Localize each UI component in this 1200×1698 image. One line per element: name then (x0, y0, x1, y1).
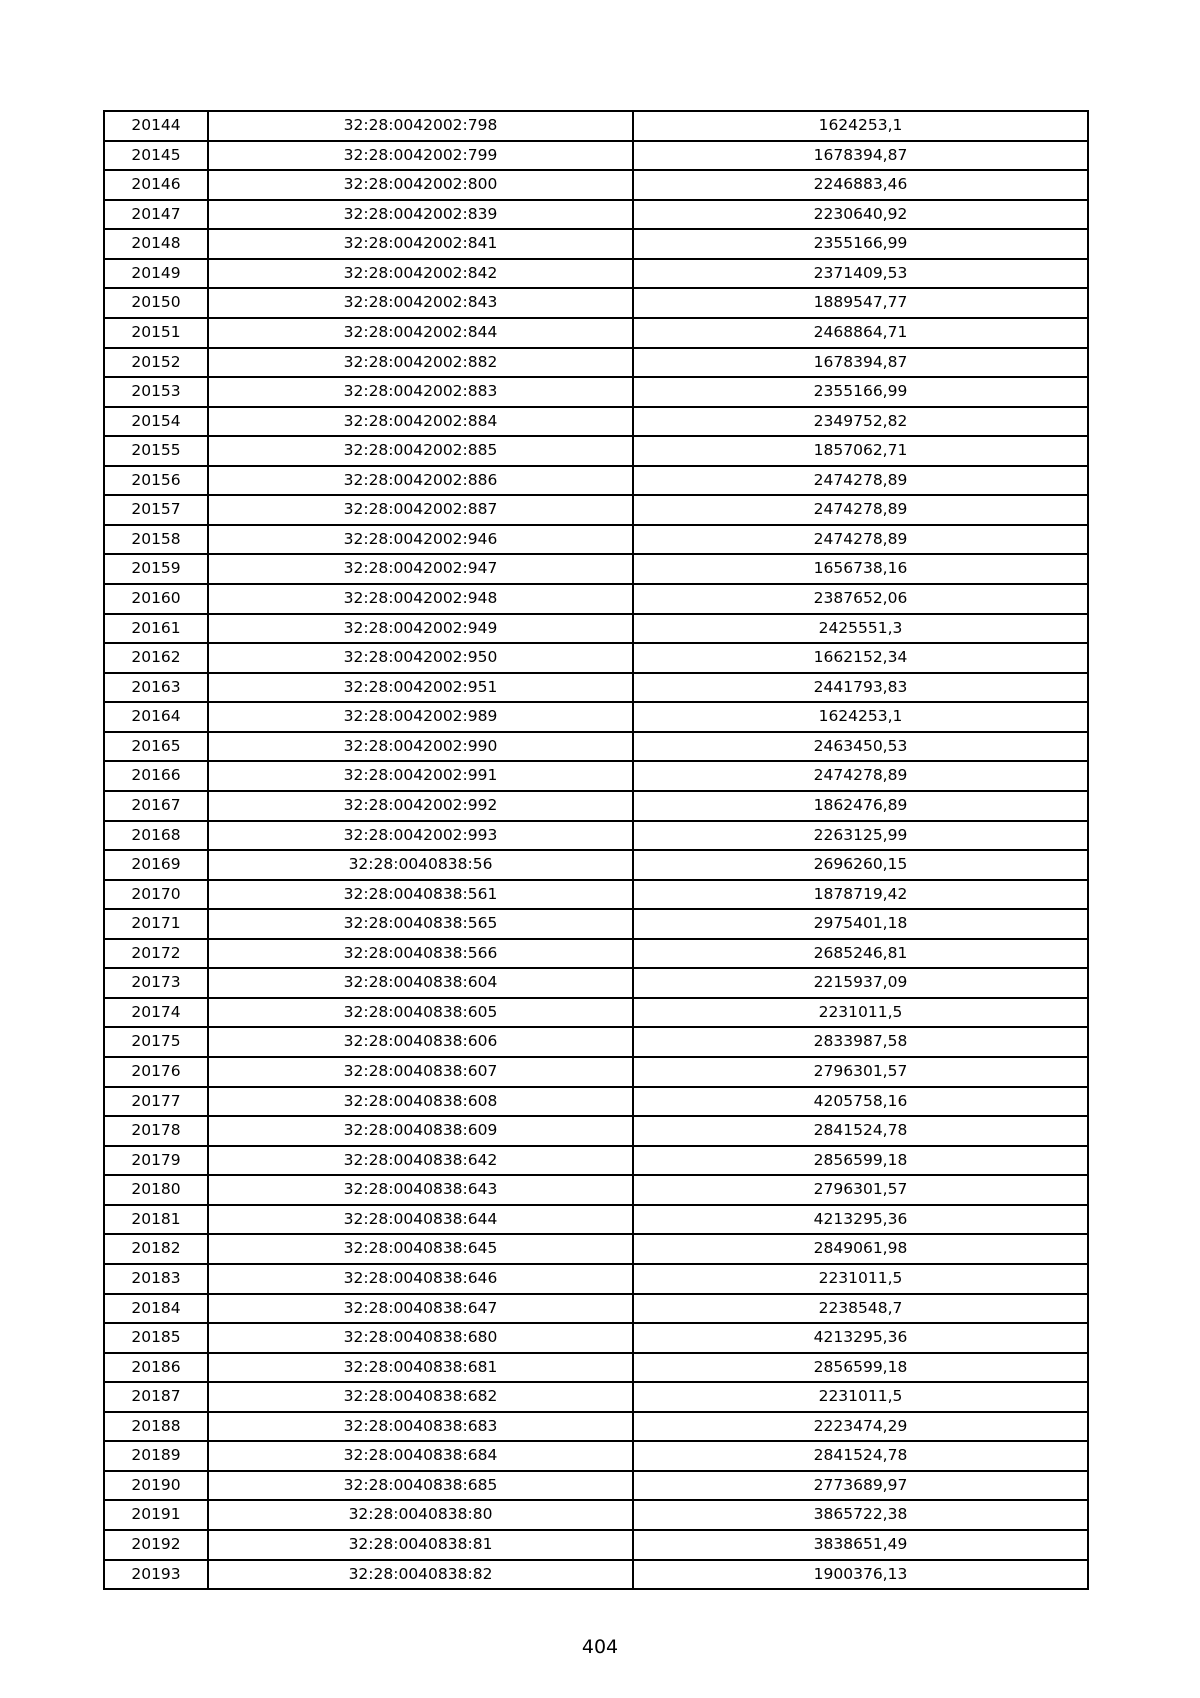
cadastral-value-cell: 2841524,78 (633, 1116, 1088, 1146)
cadastral-number-cell: 32:28:0042002:843 (208, 288, 633, 318)
cadastral-value-cell: 2231011,5 (633, 998, 1088, 1028)
row-number-cell: 20191 (104, 1500, 208, 1530)
cadastral-number-cell: 32:28:0042002:992 (208, 791, 633, 821)
table-row (104, 761, 1088, 791)
row-number-cell: 20189 (104, 1441, 208, 1471)
row-number-cell: 20147 (104, 200, 208, 230)
table-row (104, 1412, 1088, 1442)
cadastral-value-cell: 1862476,89 (633, 791, 1088, 821)
cadastral-value-cell: 2387652,06 (633, 584, 1088, 614)
row-number-cell: 20178 (104, 1116, 208, 1146)
cadastral-number-cell: 32:28:0042002:993 (208, 821, 633, 851)
cadastral-value-cell: 1878719,42 (633, 880, 1088, 910)
row-number-cell: 20177 (104, 1087, 208, 1117)
cadastral-number-cell: 32:28:0042002:885 (208, 436, 633, 466)
table-row (104, 909, 1088, 939)
cadastral-number-cell: 32:28:0040838:642 (208, 1146, 633, 1176)
cadastral-value-cell: 2231011,5 (633, 1382, 1088, 1412)
cadastral-number-cell: 32:28:0042002:989 (208, 702, 633, 732)
table-row (104, 821, 1088, 851)
table-row (104, 1205, 1088, 1235)
row-number-cell: 20170 (104, 880, 208, 910)
table-row (104, 1471, 1088, 1501)
cadastral-number-cell: 32:28:0042002:886 (208, 466, 633, 496)
cadastral-value-cell: 2796301,57 (633, 1057, 1088, 1087)
cadastral-value-cell: 1857062,71 (633, 436, 1088, 466)
cadastral-value-table (103, 110, 1089, 1590)
cadastral-value-cell: 2685246,81 (633, 939, 1088, 969)
cadastral-number-cell: 32:28:0040838:643 (208, 1175, 633, 1205)
row-number-cell: 20183 (104, 1264, 208, 1294)
cadastral-number-cell: 32:28:0040838:644 (208, 1205, 633, 1235)
table-row (104, 1294, 1088, 1324)
table-row (104, 968, 1088, 998)
row-number-cell: 20173 (104, 968, 208, 998)
table-row (104, 348, 1088, 378)
cadastral-number-cell: 32:28:0040838:566 (208, 939, 633, 969)
table-row (104, 1116, 1088, 1146)
row-number-cell: 20181 (104, 1205, 208, 1235)
table-row (104, 554, 1088, 584)
table-row (104, 880, 1088, 910)
cadastral-value-cell: 2474278,89 (633, 525, 1088, 555)
cadastral-number-cell: 32:28:0042002:839 (208, 200, 633, 230)
row-number-cell: 20144 (104, 111, 208, 141)
table-row (104, 288, 1088, 318)
table-row (104, 939, 1088, 969)
cadastral-number-cell: 32:28:0042002:947 (208, 554, 633, 584)
row-number-cell: 20162 (104, 643, 208, 673)
cadastral-number-cell: 32:28:0040838:56 (208, 850, 633, 880)
row-number-cell: 20167 (104, 791, 208, 821)
row-number-cell: 20159 (104, 554, 208, 584)
cadastral-value-cell: 1678394,87 (633, 141, 1088, 171)
table-row (104, 614, 1088, 644)
table-row (104, 673, 1088, 703)
row-number-cell: 20186 (104, 1353, 208, 1383)
cadastral-number-cell: 32:28:0042002:948 (208, 584, 633, 614)
table-body (104, 111, 1088, 1589)
cadastral-number-cell: 32:28:0040838:645 (208, 1234, 633, 1264)
table-row (104, 141, 1088, 171)
table-row (104, 229, 1088, 259)
table-row (104, 1382, 1088, 1412)
cadastral-number-cell: 32:28:0042002:991 (208, 761, 633, 791)
cadastral-number-cell: 32:28:0040838:681 (208, 1353, 633, 1383)
row-number-cell: 20161 (104, 614, 208, 644)
table-row (104, 1441, 1088, 1471)
cadastral-value-cell: 3865722,38 (633, 1500, 1088, 1530)
cadastral-number-cell: 32:28:0042002:798 (208, 111, 633, 141)
cadastral-number-cell: 32:28:0042002:844 (208, 318, 633, 348)
row-number-cell: 20188 (104, 1412, 208, 1442)
row-number-cell: 20160 (104, 584, 208, 614)
cadastral-value-cell: 1900376,13 (633, 1560, 1088, 1590)
row-number-cell: 20179 (104, 1146, 208, 1176)
row-number-cell: 20190 (104, 1471, 208, 1501)
table-row (104, 259, 1088, 289)
cadastral-value-cell: 2796301,57 (633, 1175, 1088, 1205)
row-number-cell: 20155 (104, 436, 208, 466)
row-number-cell: 20150 (104, 288, 208, 318)
cadastral-number-cell: 32:28:0042002:842 (208, 259, 633, 289)
row-number-cell: 20154 (104, 407, 208, 437)
cadastral-number-cell: 32:28:0040838:683 (208, 1412, 633, 1442)
table-row (104, 525, 1088, 555)
cadastral-number-cell: 32:28:0042002:950 (208, 643, 633, 673)
cadastral-value-cell: 2463450,53 (633, 732, 1088, 762)
table-row (104, 702, 1088, 732)
row-number-cell: 20149 (104, 259, 208, 289)
cadastral-number-cell: 32:28:0040838:561 (208, 880, 633, 910)
cadastral-number-cell: 32:28:0042002:883 (208, 377, 633, 407)
table-row (104, 850, 1088, 880)
cadastral-number-cell: 32:28:0042002:882 (208, 348, 633, 378)
table-row (104, 1146, 1088, 1176)
cadastral-value-cell: 2223474,29 (633, 1412, 1088, 1442)
cadastral-value-cell: 1656738,16 (633, 554, 1088, 584)
table-row (104, 791, 1088, 821)
cadastral-number-cell: 32:28:0040838:647 (208, 1294, 633, 1324)
cadastral-value-cell: 2833987,58 (633, 1027, 1088, 1057)
table-row (104, 998, 1088, 1028)
row-number-cell: 20163 (104, 673, 208, 703)
row-number-cell: 20151 (104, 318, 208, 348)
cadastral-value-cell: 2474278,89 (633, 495, 1088, 525)
cadastral-number-cell: 32:28:0040838:565 (208, 909, 633, 939)
table-row (104, 584, 1088, 614)
row-number-cell: 20153 (104, 377, 208, 407)
cadastral-number-cell: 32:28:0040838:609 (208, 1116, 633, 1146)
table-row (104, 170, 1088, 200)
page-number: 404 (581, 1636, 619, 1658)
cadastral-value-cell: 2231011,5 (633, 1264, 1088, 1294)
table-row (104, 1264, 1088, 1294)
row-number-cell: 20185 (104, 1323, 208, 1353)
table-row (104, 318, 1088, 348)
cadastral-value-cell: 2371409,53 (633, 259, 1088, 289)
cadastral-number-cell: 32:28:0040838:606 (208, 1027, 633, 1057)
table-row (104, 1560, 1088, 1590)
table-row (104, 1530, 1088, 1560)
cadastral-number-cell: 32:28:0040838:607 (208, 1057, 633, 1087)
table-row (104, 732, 1088, 762)
cadastral-value-cell: 2474278,89 (633, 761, 1088, 791)
cadastral-number-cell: 32:28:0040838:680 (208, 1323, 633, 1353)
cadastral-value-cell: 2856599,18 (633, 1146, 1088, 1176)
row-number-cell: 20187 (104, 1382, 208, 1412)
cadastral-number-cell: 32:28:0042002:946 (208, 525, 633, 555)
cadastral-value-cell: 2238548,7 (633, 1294, 1088, 1324)
row-number-cell: 20165 (104, 732, 208, 762)
cadastral-value-cell: 2849061,98 (633, 1234, 1088, 1264)
table-row (104, 1323, 1088, 1353)
cadastral-number-cell: 32:28:0040838:646 (208, 1264, 633, 1294)
table-row (104, 1057, 1088, 1087)
cadastral-value-cell: 2975401,18 (633, 909, 1088, 939)
row-number-cell: 20182 (104, 1234, 208, 1264)
table-row (104, 466, 1088, 496)
cadastral-value-cell: 4213295,36 (633, 1323, 1088, 1353)
cadastral-number-cell: 32:28:0042002:841 (208, 229, 633, 259)
table-row (104, 1353, 1088, 1383)
cadastral-number-cell: 32:28:0042002:799 (208, 141, 633, 171)
cadastral-number-cell: 32:28:0042002:800 (208, 170, 633, 200)
table-row (104, 1234, 1088, 1264)
table-row (104, 377, 1088, 407)
row-number-cell: 20171 (104, 909, 208, 939)
cadastral-value-cell: 2355166,99 (633, 377, 1088, 407)
cadastral-value-cell: 2856599,18 (633, 1353, 1088, 1383)
cadastral-value-cell: 4213295,36 (633, 1205, 1088, 1235)
cadastral-number-cell: 32:28:0040838:685 (208, 1471, 633, 1501)
cadastral-number-cell: 32:28:0040838:80 (208, 1500, 633, 1530)
row-number-cell: 20172 (104, 939, 208, 969)
cadastral-number-cell: 32:28:0040838:81 (208, 1530, 633, 1560)
cadastral-number-cell: 32:28:0042002:949 (208, 614, 633, 644)
row-number-cell: 20157 (104, 495, 208, 525)
table-row (104, 643, 1088, 673)
row-number-cell: 20169 (104, 850, 208, 880)
cadastral-number-cell: 32:28:0040838:604 (208, 968, 633, 998)
row-number-cell: 20168 (104, 821, 208, 851)
cadastral-value-cell: 2696260,15 (633, 850, 1088, 880)
row-number-cell: 20176 (104, 1057, 208, 1087)
cadastral-value-cell: 1624253,1 (633, 702, 1088, 732)
cadastral-value-cell: 2246883,46 (633, 170, 1088, 200)
cadastral-number-cell: 32:28:0040838:684 (208, 1441, 633, 1471)
row-number-cell: 20193 (104, 1560, 208, 1590)
cadastral-number-cell: 32:28:0040838:82 (208, 1560, 633, 1590)
row-number-cell: 20152 (104, 348, 208, 378)
table-row (104, 1027, 1088, 1057)
cadastral-number-cell: 32:28:0040838:682 (208, 1382, 633, 1412)
row-number-cell: 20145 (104, 141, 208, 171)
row-number-cell: 20156 (104, 466, 208, 496)
row-number-cell: 20180 (104, 1175, 208, 1205)
table-row (104, 1087, 1088, 1117)
table-row (104, 111, 1088, 141)
cadastral-value-cell: 3838651,49 (633, 1530, 1088, 1560)
cadastral-value-cell: 2263125,99 (633, 821, 1088, 851)
table-row (104, 436, 1088, 466)
cadastral-value-cell: 2773689,97 (633, 1471, 1088, 1501)
row-number-cell: 20184 (104, 1294, 208, 1324)
cadastral-value-cell: 2441793,83 (633, 673, 1088, 703)
table-row (104, 495, 1088, 525)
cadastral-value-cell: 2215937,09 (633, 968, 1088, 998)
cadastral-number-cell: 32:28:0042002:884 (208, 407, 633, 437)
table-row (104, 407, 1088, 437)
row-number-cell: 20192 (104, 1530, 208, 1560)
cadastral-value-cell: 2468864,71 (633, 318, 1088, 348)
cadastral-value-cell: 2230640,92 (633, 200, 1088, 230)
cadastral-value-cell: 2349752,82 (633, 407, 1088, 437)
cadastral-value-cell: 1678394,87 (633, 348, 1088, 378)
row-number-cell: 20166 (104, 761, 208, 791)
cadastral-number-cell: 32:28:0042002:990 (208, 732, 633, 762)
cadastral-value-cell: 2474278,89 (633, 466, 1088, 496)
cadastral-value-cell: 2425551,3 (633, 614, 1088, 644)
cadastral-number-cell: 32:28:0040838:605 (208, 998, 633, 1028)
cadastral-value-cell: 4205758,16 (633, 1087, 1088, 1117)
row-number-cell: 20174 (104, 998, 208, 1028)
row-number-cell: 20146 (104, 170, 208, 200)
cadastral-value-cell: 1662152,34 (633, 643, 1088, 673)
cadastral-value-cell: 2841524,78 (633, 1441, 1088, 1471)
cadastral-value-cell: 1889547,77 (633, 288, 1088, 318)
row-number-cell: 20164 (104, 702, 208, 732)
table-row (104, 1500, 1088, 1530)
row-number-cell: 20158 (104, 525, 208, 555)
row-number-cell: 20148 (104, 229, 208, 259)
row-number-cell: 20175 (104, 1027, 208, 1057)
cadastral-value-cell: 1624253,1 (633, 111, 1088, 141)
table-row (104, 200, 1088, 230)
cadastral-number-cell: 32:28:0042002:951 (208, 673, 633, 703)
cadastral-number-cell: 32:28:0042002:887 (208, 495, 633, 525)
table-row (104, 1175, 1088, 1205)
cadastral-value-cell: 2355166,99 (633, 229, 1088, 259)
cadastral-number-cell: 32:28:0040838:608 (208, 1087, 633, 1117)
